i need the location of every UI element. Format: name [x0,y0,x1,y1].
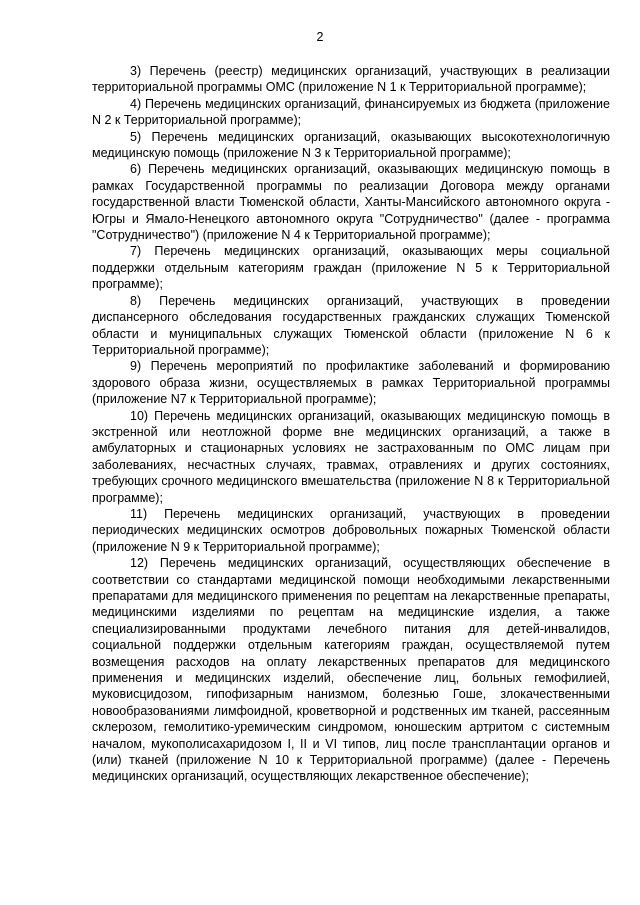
list-item-6: 6) Перечень медицинских организаций, оказывающих медицинскую помощь в рамках Государственной программы по реализации Договора между органами государственной власти Тюменской области, Ханты-Мансийского автономного округа - Югры и Ямало-Ненецкого автономного округа "Сотрудничество" (далее - программа "Сотрудничество") (приложение N 4 к Территориальной программе); [92,162,610,243]
list-item-9: 9) Перечень мероприятий по профилактике заболеваний и формированию здорового образа жизни, осуществляемых в рамках Территориальной программы (приложение N7 к Территориальной программе); [92,359,610,407]
page-number: 2 [316,30,324,44]
list-item-7: 7) Перечень медицинских организаций, оказывающих меры социальной поддержки отдельным категориям граждан (приложение N 5 к Территориальной программе); [92,244,610,292]
document-body [92,63,610,785]
list-item-11: 11) Перечень медицинских организаций, участвующих в проведении периодических медицинских осмотров добровольных пожарных Тюменской области (приложение N 9 к Территориальной программе); [92,506,610,554]
list-item-8: 8) Перечень медицинских организаций, участвующих в проведении диспансерного обследования государственных гражданских служащих Тюменской области и муниципальных служащих Тюменской области (приложение N 6 к Территориальной программе); [92,293,610,357]
list-item-4: 4) Перечень медицинских организаций, финансируемых из бюджета (приложение N 2 к Территориальной программе); [92,96,610,128]
list-item-3: 3) Перечень (реестр) медицинских организаций, участвующих в реализации территориальной программы ОМС (приложение N 1 к Территориальной программе); [92,64,610,95]
list-item-12: 12) Перечень медицинских организаций, осуществляющих обеспечение в соответствии со стандартами медицинской помощи необходимыми лекарственными препаратами для медицинского применения по рецептам на лекарственные препараты, медицинскими изделиями по рецептам на медицинские изделия, а также специализированными продуктами лечебного питания для детей-инвалидов, социальной поддержки отдельным категориям граждан, осуществляемой путем возмещения расходов на оплату лекарственных препаратов для медицинского применения и медицинских изделий, обеспечение лиц, больных гемофилией, муковисцидозом, гипофизарным нанизмом, болезнью Гоше, злокачественными новообразованиями лимфоидной, кроветворной и родственных им тканей, рассеянным склерозом, гемолитико-уремическим синдромом, юношеским артритом с системным началом, мукополисахаридозом I, II и VI типов, лиц после трансплантации органов и (или) тканей (приложение N 10 к Территориальной программе) (далее - Перечень медицинских организаций, осуществляющих лекарственное обеспечение); [92,556,610,784]
list-item-10: 10) Перечень медицинских организаций, оказывающих медицинскую помощь в экстренной или неотложной форме вне медицинских организаций, а также в амбулаторных и стационарных условиях не застрахованным по ОМС лицам при заболеваниях, несчастных случаях, травмах, отравлениях и других состояниях, требующих срочного медицинского вмешательства (приложение N 8 к Территориальной программе); [92,408,610,505]
list-item-5: 5) Перечень медицинских организаций, оказывающих высокотехнологичную медицинскую помощь (приложение N 3 к Территориальной программе); [92,129,610,161]
